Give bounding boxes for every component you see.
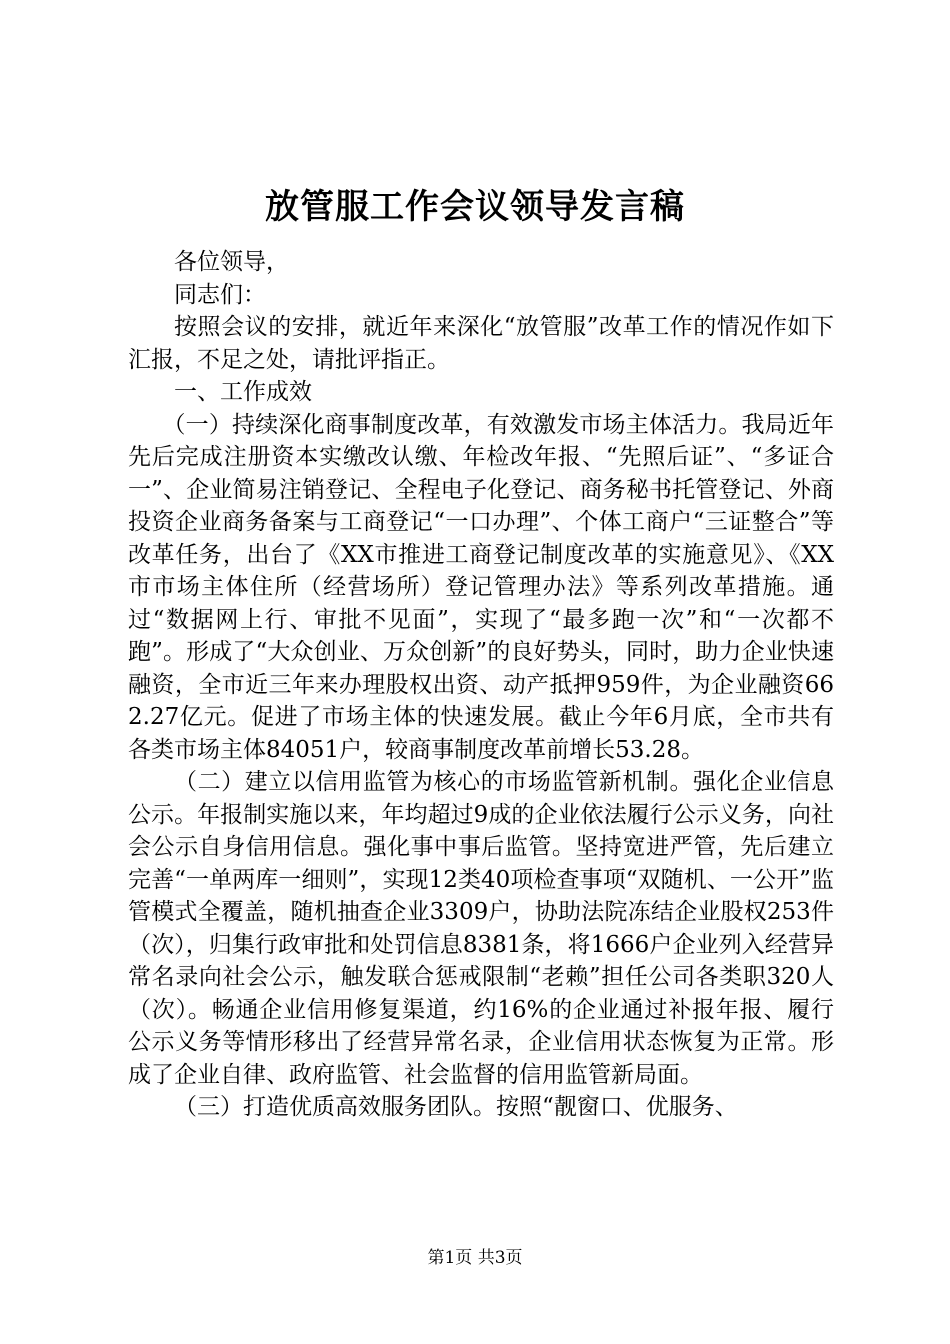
document-title: 放管服工作会议领导发言稿 bbox=[265, 187, 685, 227]
document-body bbox=[128, 246, 834, 1124]
paragraph-commercial-reform: （一）持续深化商事制度改革，有效激发市场主体活力。我局近年先后完成注册资本实缴改认缴、年检改年报、“先照后证”、“多证合一”、企业简易注销登记、全程电子化登记、商务秘书托管登记、外商投资企业商务备案与工商登记“一口办理”、个体工商户“三证整合”等改革任务，出台了《XX市推进工商登记制度改革的实施意见》、《XX市市场主体住所（经营场所）登记管理办法》等系列改革措施。通过“数据网上行、审批不见面”，实现了“最多跑一次”和“一次都不跑”。形成了“大众创业、万众创新”的良好势头，同时，助力企业快速融资，全市近三年来办理股权出资、动产抵押959件，为企业融资662.27亿元。促进了市场主体的快速发展。截止今年6月底，全市共有各类市场主体84051户，较商事制度改革前增长53.28。 bbox=[128, 411, 834, 763]
intro-paragraph: 按照会议的安排，就近年来深化“放管服”改革工作的情况作如下汇报，不足之处，请批评指正。 bbox=[128, 314, 834, 373]
section-heading-achievements: 一、工作成效 bbox=[174, 379, 312, 405]
salutation-comrades: 同志们： bbox=[174, 281, 266, 308]
page-number-footer: 第1页 共3页 bbox=[427, 1248, 523, 1268]
salutation-leaders: 各位领导， bbox=[174, 249, 289, 275]
paragraph-service-team: （三）打造优质高效服务团队。按照“靓窗口、优服务、 bbox=[174, 1094, 738, 1120]
paragraph-credit-supervision: （二）建立以信用监管为核心的市场监管新机制。强化企业信息公示。年报制实施以来，年均超过9成的企业依法履行公示义务，向社会公示自身信用信息。强化事中事后监管。坚持宽进严管，先后建立完善“一单两库一细则”，实现12类40项检查事项“双随机、一公开”监管模式全覆盖，随机抽查企业3309户，协助法院冻结企业股权253件（次），归集行政审批和处罚信息8381条，将1666户企业列入经营异常名录向社会公示，触发联合惩戒限制“老赖”担任公司各类职320人（次）。畅通企业信用修复渠道，约16%的企业通过补报年报、履行公示义务等情形移出了经营异常名录，企业信用状态恢复为正常。形成了企业自律、政府监管、社会监督的信用监管新局面。 bbox=[128, 769, 834, 1088]
